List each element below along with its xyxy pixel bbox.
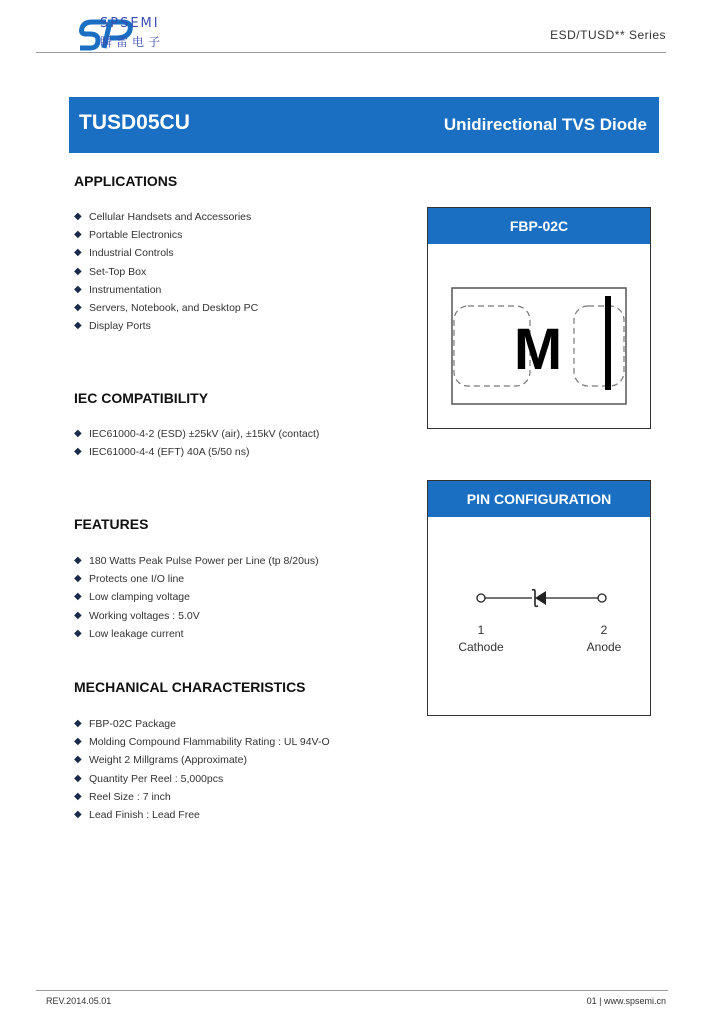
- list-item: ◆ Portable Electronics: [74, 226, 258, 244]
- revision-label: REV.2014.05.01: [46, 996, 112, 1006]
- applications-heading: APPLICATIONS: [74, 173, 178, 189]
- marking-code: M: [513, 317, 563, 382]
- pin1-number: 1: [477, 623, 485, 637]
- pin2-number: 2: [600, 623, 608, 637]
- part-number: TUSD05CU: [79, 111, 190, 134]
- diamond-bullet-icon: ◆: [74, 573, 82, 585]
- diamond-bullet-icon: ◆: [74, 754, 82, 766]
- diamond-bullet-icon: ◆: [74, 320, 82, 332]
- pin-configuration-box: [427, 480, 651, 716]
- iec-list: [74, 425, 319, 461]
- list-item: ◆ IEC61000-4-4 (EFT) 40A (5/50 ns): [74, 443, 319, 461]
- list-item: ◆ Molding Compound Flammability Rating : UL 94V-O: [74, 733, 330, 751]
- diamond-bullet-icon: ◆: [74, 247, 82, 259]
- pin1-terminal: [477, 594, 485, 602]
- pin2-name: Anode: [586, 640, 622, 654]
- footer-divider: [36, 990, 668, 991]
- list-item: ◆ Instrumentation: [74, 281, 258, 299]
- diamond-bullet-icon: ◆: [74, 591, 82, 603]
- list-item: ◆ Quantity Per Reel : 5,000pcs: [74, 770, 330, 788]
- logo-cn-text: 瞬雷电子: [100, 35, 165, 49]
- list-item: ◆ Low leakage current: [74, 625, 319, 643]
- features-list: [74, 552, 319, 643]
- list-item: ◆ Reel Size : 7 inch: [74, 788, 330, 806]
- list-item: ◆ Servers, Notebook, and Desktop PC: [74, 299, 258, 317]
- iec-heading: IEC COMPATIBILITY: [74, 390, 209, 406]
- diamond-bullet-icon: ◆: [74, 627, 82, 639]
- diamond-bullet-icon: ◆: [74, 302, 82, 314]
- logo-text: SPSEMI: [100, 16, 160, 31]
- diamond-bullet-icon: ◆: [74, 555, 82, 567]
- list-item: ◆ IEC61000-4-2 (ESD) ±25kV (air), ±15kV (contact): [74, 425, 319, 443]
- diamond-bullet-icon: ◆: [74, 772, 82, 784]
- list-item: ◆ Industrial Controls: [74, 244, 258, 262]
- diode-symbol-figure: [428, 517, 650, 713]
- list-item: ◆ Set-Top Box: [74, 263, 258, 281]
- diamond-bullet-icon: ◆: [74, 428, 82, 440]
- diode-triangle: [535, 591, 546, 605]
- mechanical-list: [74, 715, 330, 824]
- header-divider: [36, 52, 666, 53]
- diamond-bullet-icon: ◆: [74, 265, 82, 277]
- list-item: ◆ 180 Watts Peak Pulse Power per Line (tp 8/20us): [74, 552, 319, 570]
- diamond-bullet-icon: ◆: [74, 809, 82, 821]
- diamond-bullet-icon: ◆: [74, 718, 82, 730]
- pin1-name: Cathode: [458, 640, 504, 654]
- list-item: ◆ FBP-02C Package: [74, 715, 330, 733]
- part-description: Unidirectional TVS Diode: [443, 115, 647, 134]
- mechanical-heading: MECHANICAL CHARACTERISTICS: [74, 679, 306, 695]
- pin-box-title: PIN CONFIGURATION: [428, 481, 650, 517]
- list-item: ◆ Weight 2 Millgrams (Approximate): [74, 751, 330, 769]
- series-label: ESD/TUSD** Series: [550, 28, 666, 42]
- package-outline-figure: [428, 244, 650, 428]
- package-box: [427, 207, 651, 429]
- diamond-bullet-icon: ◆: [74, 229, 82, 241]
- list-item: ◆ Cellular Handsets and Accessories: [74, 208, 258, 226]
- diamond-bullet-icon: ◆: [74, 736, 82, 748]
- list-item: ◆ Lead Finish : Lead Free: [74, 806, 330, 824]
- diamond-bullet-icon: ◆: [74, 446, 82, 458]
- pin2-terminal: [598, 594, 606, 602]
- applications-list: [74, 208, 258, 335]
- diamond-bullet-icon: ◆: [74, 211, 82, 223]
- list-item: ◆ Working voltages : 5.0V: [74, 607, 319, 625]
- list-item: ◆ Low clamping voltage: [74, 588, 319, 606]
- diamond-bullet-icon: ◆: [74, 790, 82, 802]
- list-item: ◆ Protects one I/O line: [74, 570, 319, 588]
- package-box-title: FBP-02C: [428, 208, 650, 244]
- diamond-bullet-icon: ◆: [74, 609, 82, 621]
- cathode-band-mark: [605, 296, 611, 390]
- list-item: ◆ Display Ports: [74, 317, 258, 335]
- features-heading: FEATURES: [74, 516, 149, 532]
- title-bar: [69, 97, 659, 153]
- diamond-bullet-icon: ◆: [74, 283, 82, 295]
- pad-right-outline: [574, 306, 624, 386]
- page-footer-link: 01 | www.spsemi.cn: [586, 996, 666, 1006]
